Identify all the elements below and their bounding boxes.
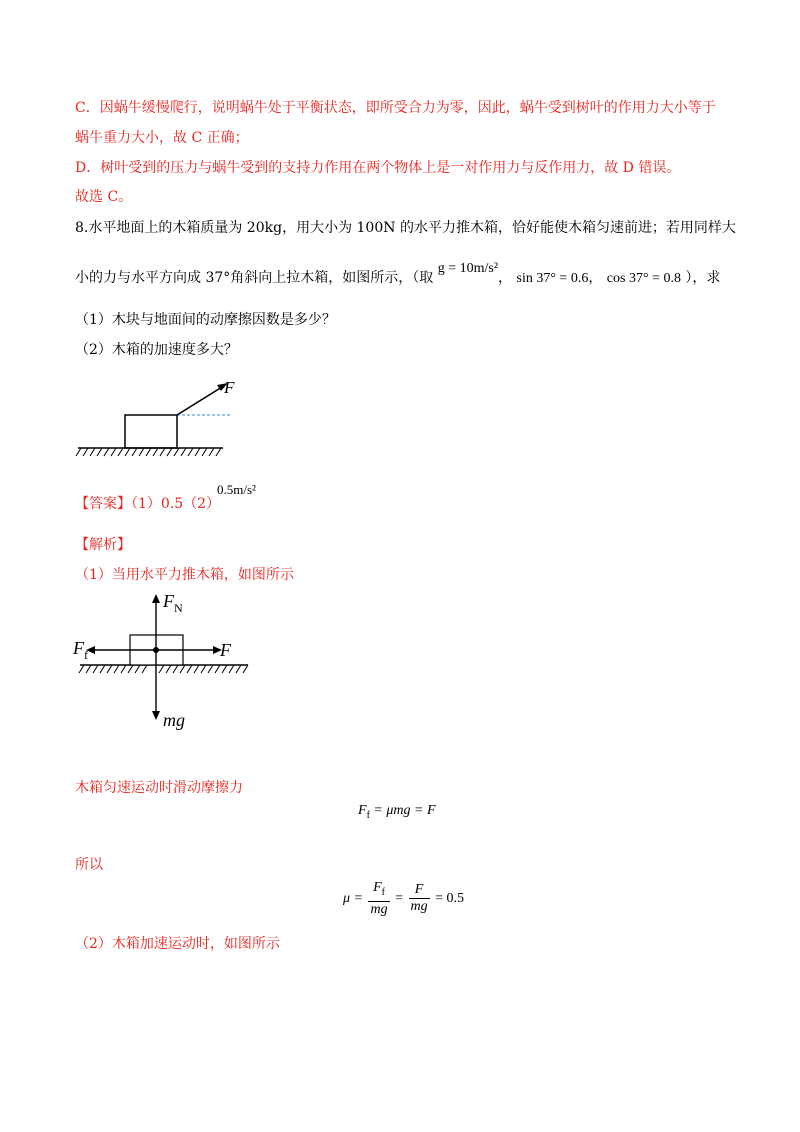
question-line2-suffix: ），求 <box>685 270 721 286</box>
analysis-part1: （1）当用水平力推木箱，如图所示 <box>75 567 294 583</box>
choice: 故选 C。 <box>75 189 133 205</box>
eq2-frac2-num: F <box>409 882 430 899</box>
eq2-frac1-num-sub: f <box>381 886 385 898</box>
eq2-result: = 0.5 <box>431 890 465 906</box>
force-label: F <box>224 378 235 397</box>
equation-mu <box>343 880 464 918</box>
given-g: g = 10m/s² <box>437 261 499 276</box>
question-line1: 8.水平地面上的木箱质量为 20kg，用大小为 100N 的水平力推木箱，恰好能使木箱匀速前进；若用同样大 <box>75 220 736 236</box>
question-line2 <box>75 261 721 289</box>
option-c-line2: 蜗牛重力大小，故 C 正确； <box>75 130 249 146</box>
sub-question-2: （2）木箱的加速度多大？ <box>75 342 238 358</box>
fbd-ground-hatching <box>79 665 248 673</box>
gravity-arrowhead <box>152 711 160 720</box>
eq1-rhs: = μmg = F <box>369 803 436 818</box>
answer-line <box>75 494 220 514</box>
option-c-line1: C．因蜗牛缓慢爬行，说明蜗牛处于平衡状态，即所受合力为零，因此，蜗牛受到树叶的作用力大小等于 <box>75 100 716 116</box>
friction-label: $F_f$ <box>73 638 88 662</box>
analysis-label: 【解析】 <box>75 537 131 553</box>
answer-label: 【答案】 <box>75 496 131 512</box>
uniform-motion-text: 木箱匀速运动时滑动摩擦力 <box>75 780 243 796</box>
eq2-fraction-2 <box>409 882 430 915</box>
normal-force-arrowhead <box>152 594 160 603</box>
eq2-frac1-num: F <box>373 880 382 895</box>
eq1-lhs-sub: f <box>366 809 370 821</box>
ground-hatching <box>76 448 221 456</box>
equation-friction <box>358 803 436 821</box>
normal-force-label: $F_N$ <box>163 591 183 615</box>
answer-accel: 0.5m/s² <box>217 482 256 497</box>
eq1-lhs: F <box>358 803 367 818</box>
free-body-diagram <box>70 590 250 730</box>
option-d: D．树叶受到的压力与蜗牛受到的支持力作用在两个物体上是一对作用力与反作用力，故 D 错误。 <box>75 160 681 176</box>
pull-figure <box>75 375 255 465</box>
gravity-label: mg <box>163 710 185 730</box>
eq2-fraction-1 <box>368 880 389 918</box>
analysis-part2: （2）木箱加速运动时，如图所示 <box>75 936 280 952</box>
question-line2-prefix: 小的力与水平方向成 37°角斜向上拉木箱，如图所示，（取 <box>75 270 434 286</box>
sub-question-1: （1）木块与地面间的动摩擦因数是多少？ <box>75 312 336 328</box>
eq2-frac1-den: mg <box>370 901 388 917</box>
given-cos: cos 37° = 0.8 <box>606 271 681 286</box>
comma-1: ， <box>498 270 513 286</box>
answer-text: （1）0.5（2） <box>131 496 221 512</box>
eq2-mu: μ = <box>343 890 367 906</box>
eq2-equals: = <box>391 890 407 906</box>
comma-2: ， <box>588 270 603 286</box>
so-text: 所以 <box>75 857 103 873</box>
given-sin: sin 37° = 0.6 <box>516 271 589 286</box>
wooden-box <box>125 415 177 448</box>
eq2-frac2-den: mg <box>410 899 428 915</box>
pull-force-arrow <box>177 387 222 415</box>
applied-force-label: F <box>220 640 231 660</box>
